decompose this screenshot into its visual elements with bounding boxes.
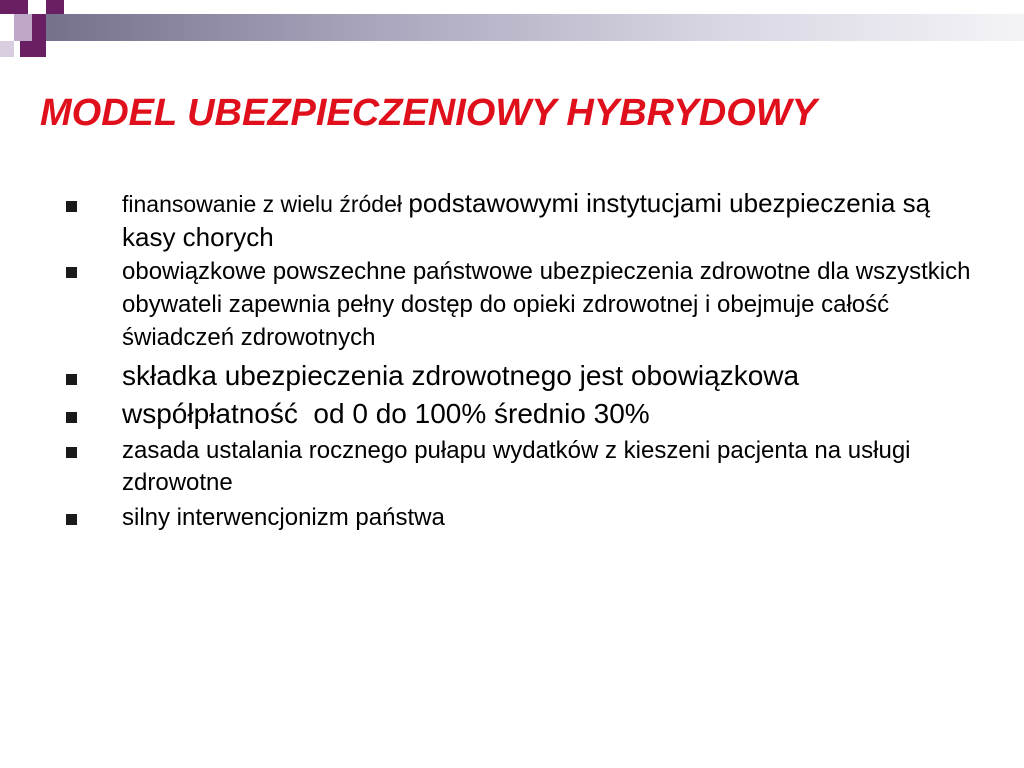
list-item bbox=[60, 396, 980, 432]
list-item bbox=[60, 186, 980, 255]
decorative-square bbox=[0, 41, 14, 57]
list-item bbox=[60, 255, 980, 354]
decorative-square bbox=[0, 0, 28, 14]
list-item bbox=[60, 358, 980, 394]
decorative-square bbox=[14, 14, 32, 41]
decorative-square bbox=[20, 41, 46, 57]
bullet-list bbox=[60, 186, 980, 535]
square-bullet-icon bbox=[66, 201, 77, 212]
list-item bbox=[60, 502, 980, 535]
bullet-text: podstawowymi instytucjami ubezpieczenia są kasy chorych bbox=[122, 188, 931, 253]
bullet-text: współpłatność od 0 do 100% średnio 30% bbox=[122, 398, 650, 430]
decorative-square bbox=[32, 14, 46, 41]
square-bullet-icon bbox=[66, 514, 77, 525]
slide-title: MODEL UBEZPIECZENIOWY HYBRYDOWY bbox=[40, 92, 817, 134]
decorative-square bbox=[0, 14, 14, 41]
decorative-top-bar bbox=[0, 14, 1024, 41]
square-bullet-icon bbox=[66, 374, 77, 385]
list-item bbox=[60, 435, 980, 500]
bullet-text: silny interwencjonizm państwa bbox=[122, 503, 445, 531]
decorative-square bbox=[46, 0, 64, 14]
square-bullet-icon bbox=[66, 447, 77, 458]
bullet-text: zasada ustalania rocznego pułapu wydatków z kieszeni pacjenta na usługi zdrowotne bbox=[122, 436, 911, 497]
bullet-text: obowiązkowe powszechne państwowe ubezpieczenia zdrowotne dla wszystkich obywateli zapewnia pełny dostęp do opieki zdrowotnej i obejmuje całość świadczeń zdrowotnych bbox=[122, 257, 971, 351]
square-bullet-icon bbox=[66, 412, 77, 423]
bullet-text-small: finansowanie z wielu źródeł bbox=[122, 191, 409, 217]
square-bullet-icon bbox=[66, 267, 77, 278]
bullet-text: składka ubezpieczenia zdrowotnego jest obowiązkowa bbox=[122, 359, 800, 391]
